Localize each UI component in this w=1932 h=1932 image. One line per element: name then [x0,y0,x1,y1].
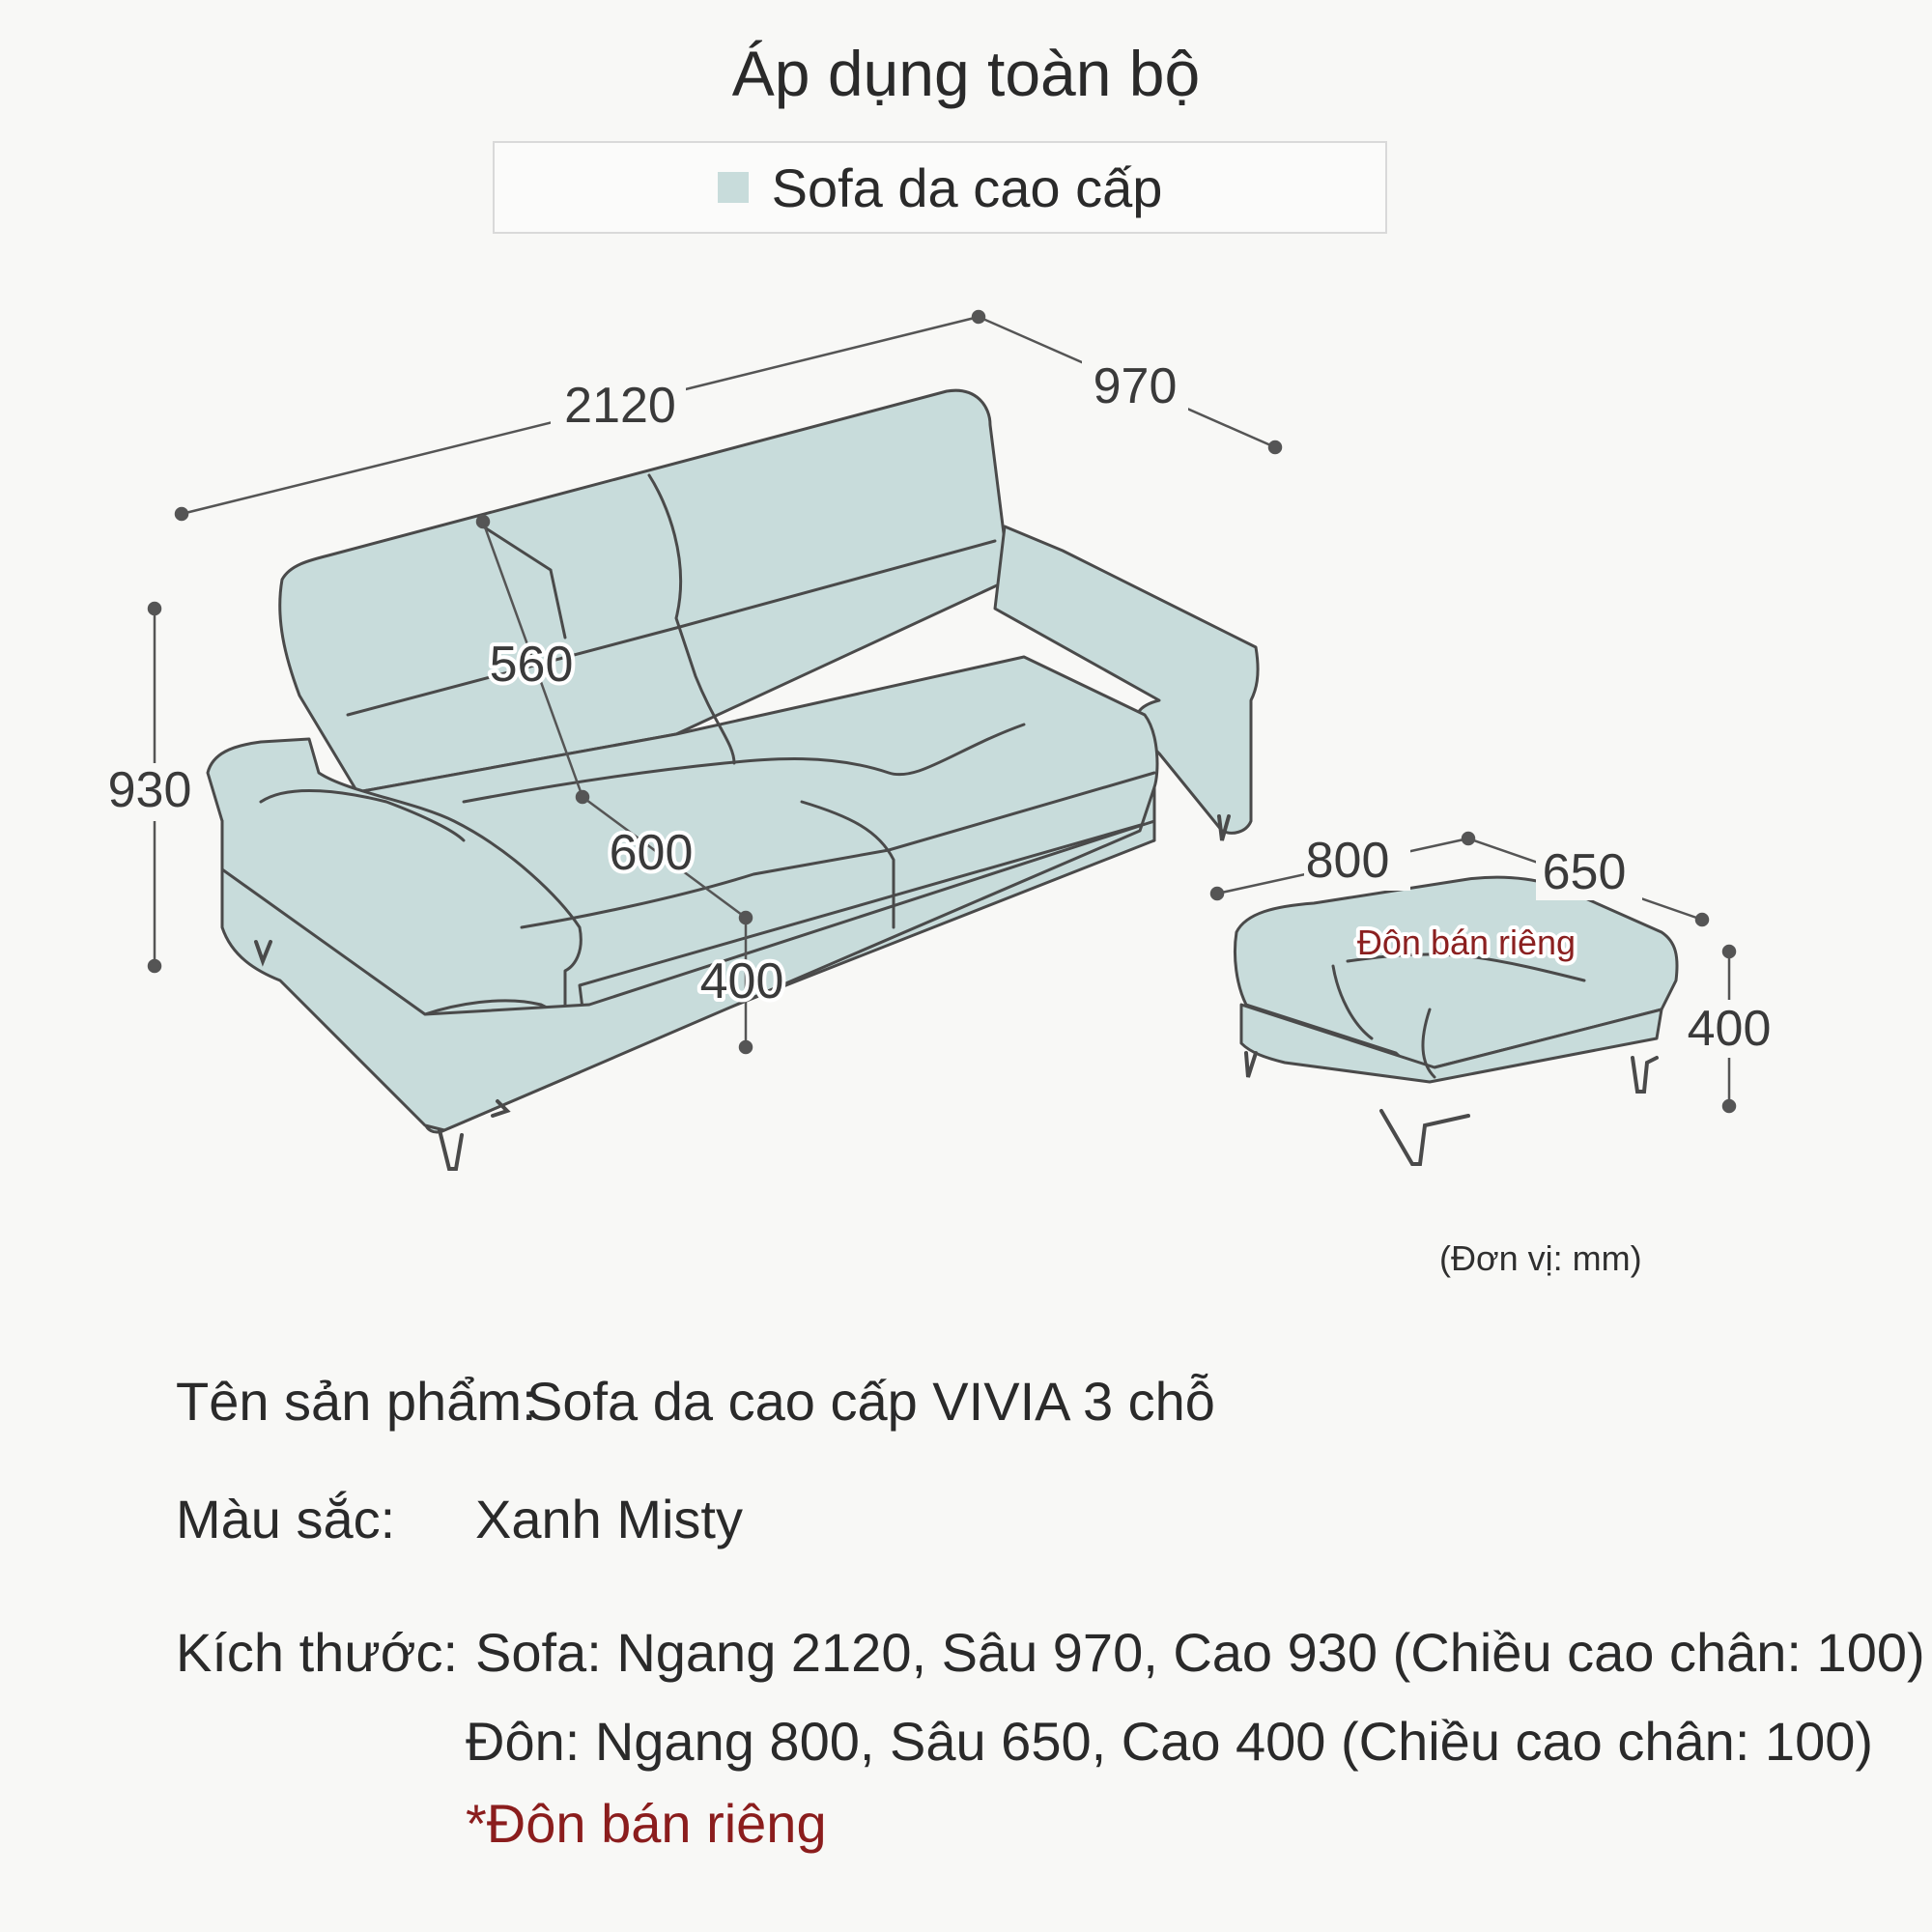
spec-name-value: Sofa da cao cấp VIVIA 3 chỗ [526,1371,1215,1432]
spec-size-label: Kích thước: [176,1622,459,1683]
dim-label-width: 2120 [564,378,676,434]
spec-name-label: Tên sản phẩm: [176,1371,537,1432]
page-title: Áp dụng toàn bộ [731,38,1201,109]
dim-label-backrest: 560 [489,637,574,693]
dim-label-seat-depth: 600 [609,825,694,881]
ottoman-leg-1 [1246,1053,1256,1077]
ottoman-leg-3 [1633,1058,1657,1092]
spec-size-sofa: Sofa: Ngang 2120, Sâu 970, Cao 930 (Chiều cao chân: 100) [475,1622,1925,1683]
sofa-leg-front-left [440,1130,462,1169]
ottoman-note: Đôn bán riêng [1356,923,1577,962]
spec-color-value: Xanh Misty [475,1489,743,1549]
spec-note: *Đôn bán riêng [466,1793,827,1854]
spec-size-ottoman: Đôn: Ngang 800, Sâu 650, Cao 400 (Chiều cao chân: 100) [466,1711,1874,1772]
unit-note: (Đơn vị: mm) [1439,1238,1642,1278]
dim-label-ottoman-height: 400 [1687,1001,1772,1057]
dim-label-seat-height: 400 [699,953,784,1009]
spec-color-label: Màu sắc: [176,1489,396,1549]
dim-label-ottoman-width: 800 [1305,833,1390,889]
dim-label-depth: 970 [1093,358,1178,414]
legend-label: Sofa da cao cấp [771,156,1163,218]
dim-label-ottoman-depth: 650 [1542,844,1627,900]
ottoman-leg-2 [1381,1111,1468,1164]
dim-label-height: 930 [107,762,192,818]
